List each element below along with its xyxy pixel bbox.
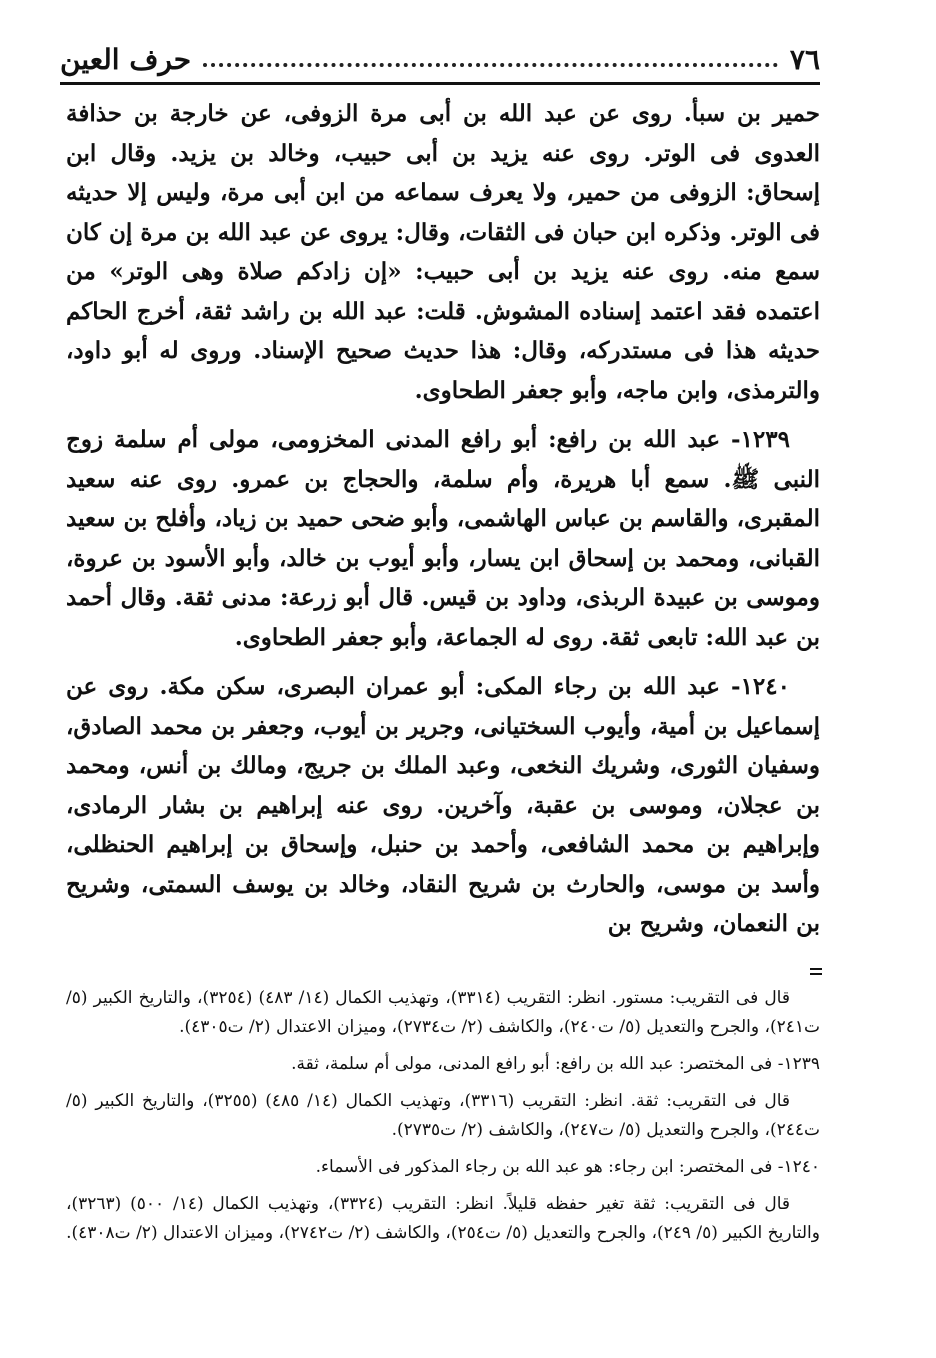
entry-1239: ١٢٣٩- عبد الله بن رافع: أبو رافع المدنى المخزومى، مولى أم سلمة زوج النبى ﷺ. سمع أبا هريرة، وأم سلمة، والحجاج بن عمرو. روى عنه سعيد المقبرى، والقاسم بن عباس الهاشمى، وأبو ضحى حميد بن زياد، وأفلح بن سعيد القبانى، ومحمد بن إسحاق ابن يسار، وأبو أيوب بن خالد، وأبو الأسود بن عروة، وموسى بن عبيدة الربذى، وداود بن قيس. قال أبو زرعة: مدنى ثقة. وقال أحمد بن عبد الله: تابعى ثقة. روى له الجماعة، وأبو جعفر الطحاوى. (66, 426, 820, 651)
footnote-separator (810, 968, 822, 978)
header-dotted-leader (203, 63, 778, 67)
main-text (66, 94, 820, 944)
footnote: قال فى التقريب: مستور. انظر: التقريب (٣٣١٤)، وتهذيب الكمال (١٤/ ٤٨٣) (٣٢٥٤)، والتاريخ الكبير (٥/ ت٢٤١)، والجرح والتعديل (٥/ ت٢٤٠)، والكاشف (٢/ ت٢٧٣٤)، وميزان الاعتدال (٢/ ت٤٣٠٥). (66, 988, 820, 1037)
footnote: قال فى التقريب: ثقة. انظر: التقريب (٣٣١٦)، وتهذيب الكمال (١٤/ ٤٨٥) (٣٢٥٥)، والتاريخ الكبير (٥/ ت٢٤٤)، والجرح والتعديل (٥/ ت٢٤٧)، والكاشف (٢/ ت٢٧٣٥). (66, 1091, 820, 1140)
footnote: ١٢٣٩- فى المختصر: عبد الله بن رافع: أبو رافع المدنى، مولى أم سلمة، ثقة. (291, 1054, 820, 1074)
header-rule (60, 82, 820, 85)
chapter-title: حرف العين (60, 42, 192, 76)
entry-1240: ١٢٤٠- عبد الله بن رجاء المكى: أبو عمران البصرى، سكن مكة. روى عن إسماعيل بن أمية، وأيوب السختيانى، وجرير بن أيوب، وجعفر بن محمد الصادق، وسفيان الثورى، وشريك النخعى، وعبد الملك بن جريج، ومالك بن أنس، ومحمد بن عجلان، وموسى بن عقبة، وآخرين. روى عنه إبراهيم بن بشار الرمادى، وإبراهيم بن محمد الشافعى، وأحمد بن حنبل، وإسحاق بن إبراهيم الحنظلى، وأسد بن موسى، والحارث بن شريح النقاد، وخالد بن يوسف السمتى، وشريح بن النعمان، وشريح بن (66, 673, 820, 937)
footnote: قال فى التقريب: ثقة تغير حفظه قليلاً. انظر: التقريب (٣٣٢٤)، وتهذيب الكمال (١٤/ ٥٠٠) (٣٢٦٣)، والتاريخ الكبير (٥/ ٢٤٩)، والجرح والتعديل (٥/ ت٢٥٤)، والكاشف (٢/ ت٢٧٤٢)، وميزان الاعتدال (٢/ ت٤٣٠٨). (66, 1194, 820, 1243)
footnotes (66, 984, 820, 1256)
page-header (60, 36, 820, 82)
footnote: ١٢٤٠- فى المختصر: ابن رجاء: هو عبد الله بن رجاء المذكور فى الأسماء. (315, 1157, 820, 1177)
paragraph-continuation: حمير بن سبأ. روى عن عبد الله بن أبى مرة الزوفى، عن خارجة بن حذافة العدوى فى الوتر. روى عنه يزيد بن أبى حبيب، وخالد بن يزيد. وقال ابن إسحاق: الزوفى من حمير، ولا يعرف سماعه من ابن أبى مرة، وليس إلا حديثه فى الوتر. وذكره ابن حبان فى الثقات، وقال: يروى عن عبد الله بن مرة إن كان سمع منه. روى عنه يزيد بن أبى حبيب: «إن زادكم صلاة وهى الوتر» من اعتمده فقد اعتمد إسناده المشوش. قلت: عبد الله بن راشد ثقة، أخرج الحاكم حديثه هذا فى مستدركه، وقال: هذا حديث صحيح الإسناد. وروى له أبو داود، والترمذى، وابن ماجه، وأبو جعفر الطحاوى. (66, 100, 820, 404)
page-number: ٧٦ (789, 42, 820, 76)
